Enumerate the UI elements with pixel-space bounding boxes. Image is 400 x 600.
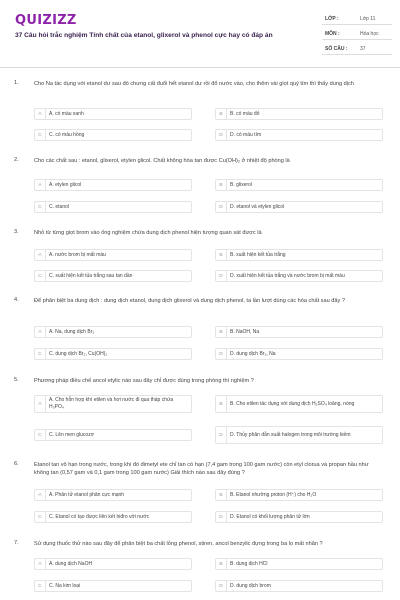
option-c[interactable] xyxy=(34,129,192,141)
option-letter: B xyxy=(216,180,227,190)
meta-subject xyxy=(322,29,392,40)
option-text: B. glixerol xyxy=(230,181,252,188)
option-text: B. có màu đỏ xyxy=(230,110,260,117)
option-letter: A xyxy=(35,396,46,412)
meta-question-count xyxy=(322,44,392,55)
worksheet-header xyxy=(0,0,400,68)
option-c[interactable] xyxy=(34,429,192,441)
question-number: 4. xyxy=(14,297,19,303)
option-text: C. Lên men glucozơ xyxy=(49,431,94,438)
option-c[interactable] xyxy=(34,270,192,282)
option-b[interactable] xyxy=(215,489,383,501)
option-text: A. etylen glicol xyxy=(49,181,82,188)
option-letter: C xyxy=(35,430,46,440)
option-text: D. Thủy phân dẫn xuất halogen trong môi trường kiềm xyxy=(230,431,351,438)
question-number: 5. xyxy=(14,377,19,383)
option-text: B. NaOH, Na xyxy=(230,328,260,335)
option-letter: A xyxy=(35,109,46,119)
option-d[interactable] xyxy=(215,511,383,523)
option-text: A. dung dịch NaOH xyxy=(49,560,93,567)
option-letter: A xyxy=(35,180,46,190)
option-b[interactable] xyxy=(215,395,383,413)
option-a[interactable] xyxy=(34,395,192,413)
option-c[interactable] xyxy=(34,201,192,213)
option-b[interactable] xyxy=(215,249,383,261)
option-d[interactable] xyxy=(215,270,383,282)
option-a[interactable] xyxy=(34,249,192,261)
option-a[interactable] xyxy=(34,108,192,120)
option-a[interactable] xyxy=(34,179,192,191)
option-letter: B xyxy=(216,109,227,119)
option-b[interactable] xyxy=(215,108,383,120)
option-text: A. Phân tử etanol phân cực mạnh xyxy=(49,491,125,498)
option-letter: A xyxy=(35,327,46,337)
option-letter: B xyxy=(216,250,227,260)
option-text: A. có màu xanh xyxy=(49,110,84,117)
option-c[interactable] xyxy=(34,511,192,523)
option-text: C. etanol xyxy=(49,203,70,210)
option-text: C. có màu hồng xyxy=(49,131,85,138)
option-text: A. nước brom bị mất màu xyxy=(49,251,106,258)
option-letter: C xyxy=(35,271,46,281)
question-number: 1. xyxy=(14,80,19,86)
option-letter: D xyxy=(216,130,227,140)
question-number: 6. xyxy=(14,461,19,467)
option-text: A. Na, dung dịch Br₂ xyxy=(49,328,95,335)
option-letter: A xyxy=(35,559,46,569)
meta-subject-label: MÔN : xyxy=(325,31,340,37)
option-letter: D xyxy=(216,512,227,522)
option-letter: B xyxy=(216,396,227,412)
option-letter: A xyxy=(35,490,46,500)
option-text: B. Etanol nhường proton (H⁺) cho H₂O xyxy=(230,491,317,498)
option-text: C. Na kim loại xyxy=(49,582,81,589)
option-letter: C xyxy=(35,130,46,140)
option-text: D. dung dịch brom xyxy=(230,582,271,589)
option-letter: C xyxy=(35,512,46,522)
option-d[interactable] xyxy=(215,129,383,141)
option-letter: D xyxy=(216,349,227,359)
option-d[interactable] xyxy=(215,580,383,592)
option-text: C. xuất hiện kết tủa trắng sau tan dần xyxy=(49,272,133,279)
question-text: Etanol tan vô hạn trong nước, trong khi đó đimetyl ete chỉ tan có hạn (7,4 gam trong 100 gam nước) còn etyl clorua và propan hầu như không tan (0,57 gam và 0,1 gam trong 100 gam nước) Giải thích nào sau đây đúng ? xyxy=(34,462,369,477)
question-number: 3. xyxy=(14,229,19,235)
option-text: D. xuất hiện kết tủa trắng và nước brom bị mất màu xyxy=(230,272,345,279)
option-text: D. có màu tím xyxy=(230,131,262,138)
meta-grade-label: LỚP : xyxy=(325,16,339,22)
option-c[interactable] xyxy=(34,348,192,360)
option-a[interactable] xyxy=(34,489,192,501)
option-text: C. dung dịch Br₂, Cu(OH)₂ xyxy=(49,350,108,357)
question-number: 2. xyxy=(14,157,19,163)
meta-count-label: SỐ CÂU : xyxy=(325,46,348,52)
option-text: D. dung dịch Br₂, Na xyxy=(230,350,276,357)
option-a[interactable] xyxy=(34,326,192,338)
option-b[interactable] xyxy=(215,558,383,570)
option-text: B. Cho etilen tác dụng với dung dịch H₂SO₄ loãng, nóng xyxy=(230,400,355,407)
question-text: Phương pháp điều chế ancol etylic nào sau đây chỉ được dùng trong phòng thí nghiệm ? xyxy=(34,378,254,384)
option-letter: D xyxy=(216,271,227,281)
question-number: 7. xyxy=(14,540,19,546)
question-text: Sử dụng thuốc thử nào sau đây để phân biệt ba chất lỏng phenol, stiren, ancol benzylic đựng trong ba lọ mất nhãn ? xyxy=(34,541,323,547)
option-text: D. etanol và etylen glicol xyxy=(230,203,285,210)
option-text: D. Etanol có khối lượng phân tử lớn xyxy=(230,513,310,520)
question-text: Cho các chất sau : etanol, glixerol, etylen glicol. Chất không hòa tan được Cu(OH)₂ ở nhiệt độ phòng là xyxy=(34,158,290,164)
option-letter: B xyxy=(216,327,227,337)
option-letter: D xyxy=(216,427,227,443)
option-d[interactable] xyxy=(215,201,383,213)
meta-subject-value: Hóa học xyxy=(360,31,379,37)
option-c[interactable] xyxy=(34,580,192,592)
option-text: A. Cho hỗn hợp khí etilen và hơi nước đi qua tháp chứa H₃PO₄ xyxy=(49,397,174,410)
option-letter: D xyxy=(216,202,227,212)
option-letter: C xyxy=(35,581,46,591)
question-text: Để phân biệt ba dung dịch : dung dịch etanol, dung dịch glixerol và dung dịch phenol, ta lần lượt dùng các hóa chất sau đây ? xyxy=(34,298,345,304)
question-text: Cho Na tác dụng với etanol dư sau đó chưng cất đuổi hết etanol dư rồi đổ nước vào, cho thêm vài giọt quỳ tím thì thấy dung dịch xyxy=(34,81,354,87)
option-text: C. Etanol có tạo được liên kết hiđro với nước xyxy=(49,513,150,520)
meta-count-value: 37 xyxy=(360,46,366,52)
option-d[interactable] xyxy=(215,348,383,360)
worksheet-title: 37 Câu hỏi trắc nghiệm Tính chất của etanol, glixerol và phenol cực hay có đáp án xyxy=(15,32,273,39)
option-letter: B xyxy=(216,559,227,569)
option-letter: C xyxy=(35,349,46,359)
option-letter: C xyxy=(35,202,46,212)
option-b[interactable] xyxy=(215,179,383,191)
option-letter: A xyxy=(35,250,46,260)
meta-grade xyxy=(322,14,392,25)
option-text: B. xuất hiện kết tủa trắng xyxy=(230,251,286,258)
option-d[interactable] xyxy=(215,426,383,444)
question-text: Nhỏ từ từng giọt brom vào ống nghiệm chứa dung dịch phenol hiện tượng quan sát được là xyxy=(34,230,262,236)
option-b[interactable] xyxy=(215,326,383,338)
option-a[interactable] xyxy=(34,558,192,570)
option-letter: D xyxy=(216,581,227,591)
option-text: B. dung dịch HCl xyxy=(230,560,268,567)
quizizz-logo[interactable]: QUIZIZZ xyxy=(15,13,77,28)
option-letter: B xyxy=(216,490,227,500)
meta-grade-value: Lớp 11 xyxy=(360,16,376,22)
